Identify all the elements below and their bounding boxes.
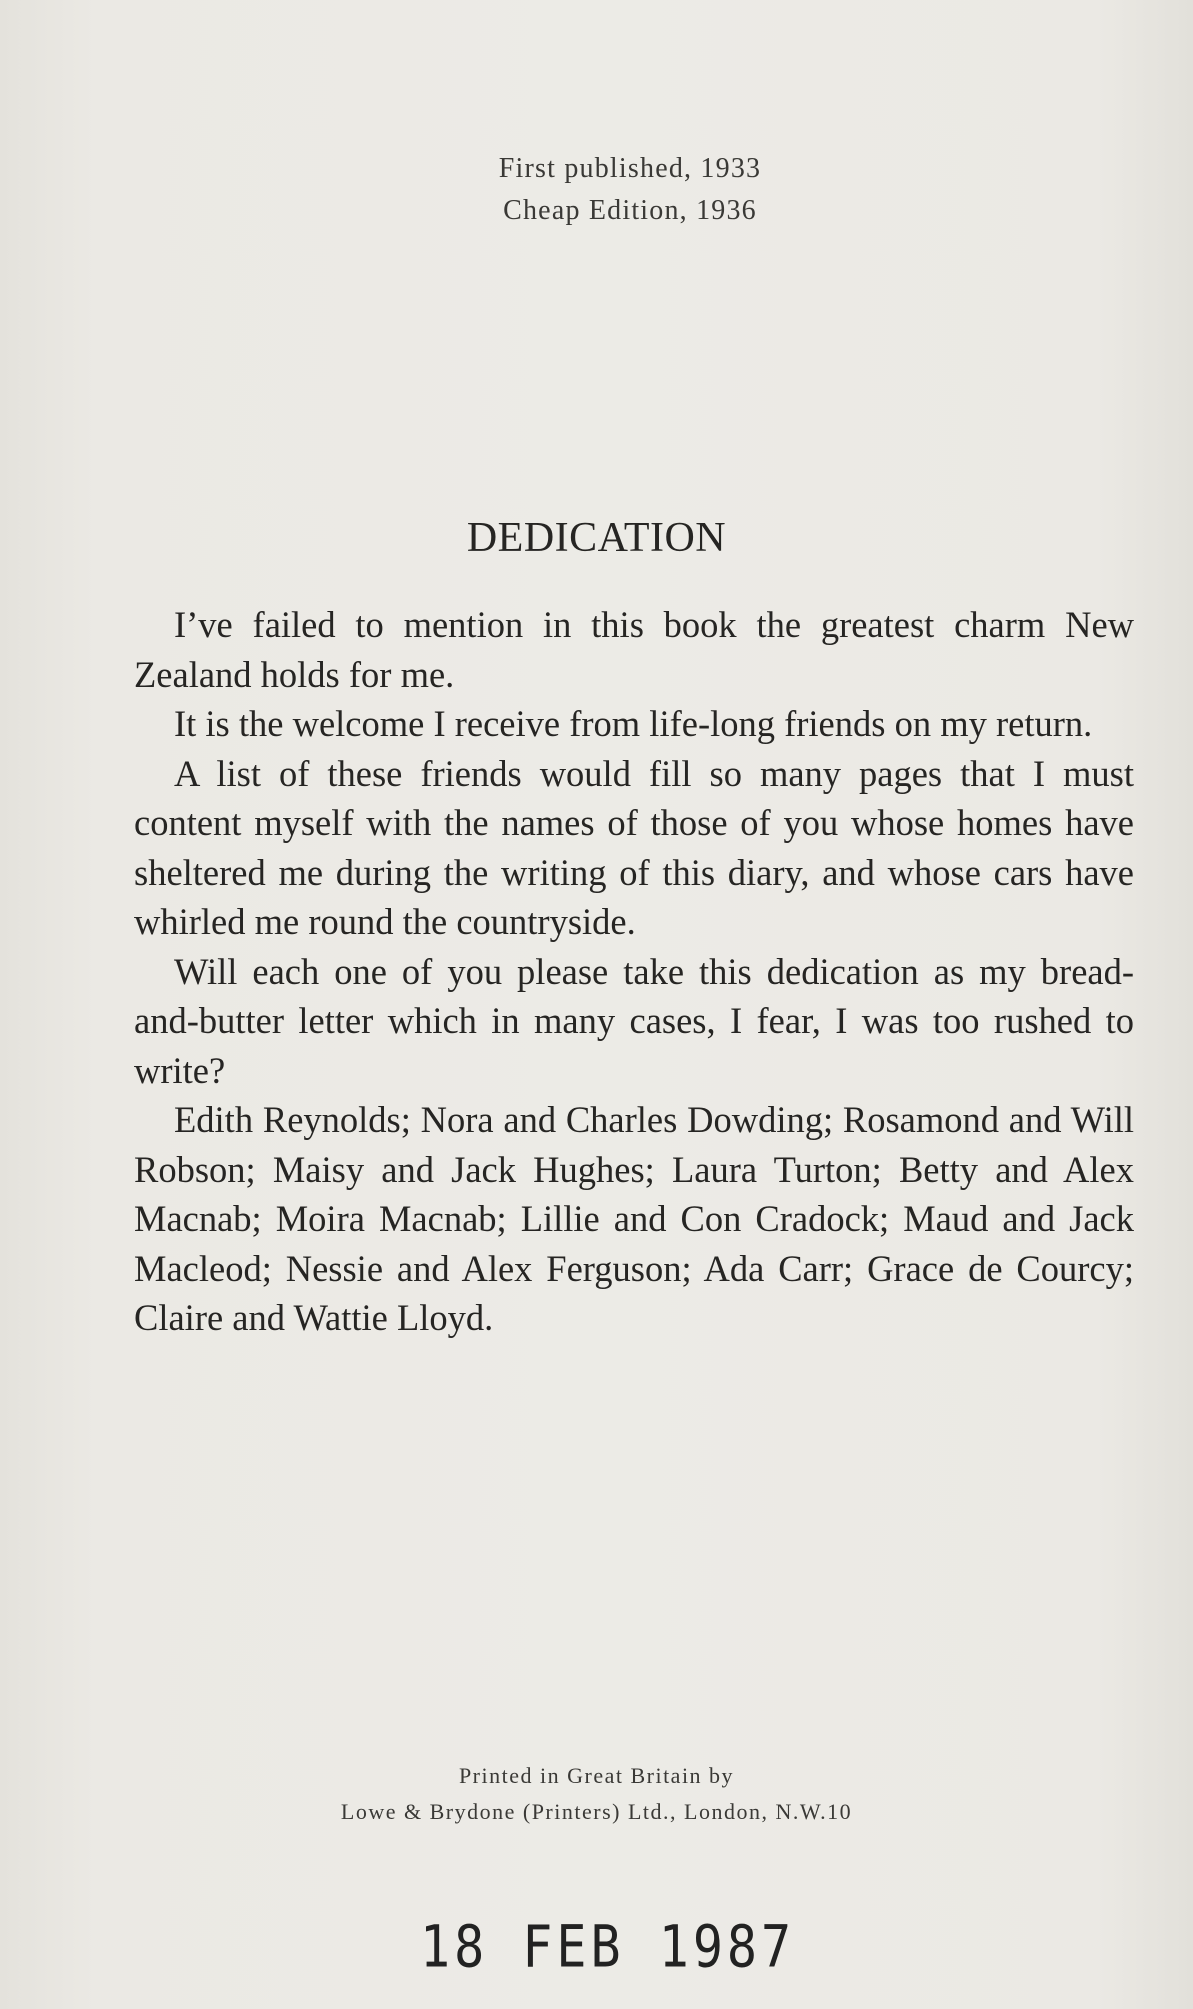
printer-line-2: Lowe & Brydone (Printers) Ltd., London, N.W.10 (340, 1799, 853, 1824)
dedication-paragraph: I’ve failed to mention in this book the greatest charm New Zealand holds for me. (134, 604, 1134, 695)
dedication-paragraph: It is the welcome I receive from life-long friends on my return. (174, 703, 1093, 744)
printer-info (0, 1758, 1193, 1830)
cheap-edition-line: Cheap Edition, 1936 (503, 195, 757, 226)
publication-info (380, 148, 880, 232)
dedication-title: DEDICATION (466, 515, 727, 561)
dedication-paragraph: Edith Reynolds; Nora and Charles Dowding; Rosamond and Will Robson; Maisy and Jack Hughes; Laura Turton; Betty and Alex Macnab; Moira Macnab; Lillie and Con Cradock; Maud and Jack Macleod; Nessie and Alex Ferguson; Ada Carr; Grace de Courcy; Claire and Wattie Lloyd. (134, 1099, 1134, 1338)
dedication-paragraph: Will each one of you please take this dedication as my bread-and-butter letter which in many cases, I fear, I was too rushed to write? (134, 950, 1134, 1091)
dedication-body (134, 600, 1134, 1343)
date-stamp: 18 FEB 1987 (420, 1913, 796, 1981)
first-published-line: First published, 1933 (498, 153, 762, 184)
printer-line-1: Printed in Great Britain by (458, 1763, 735, 1788)
dedication-paragraph: A list of these friends would fill so many pages that I must content myself with the names of those of you whose homes have sheltered me during the writing of this diary, and whose cars have whirled me round the countryside. (134, 752, 1134, 942)
